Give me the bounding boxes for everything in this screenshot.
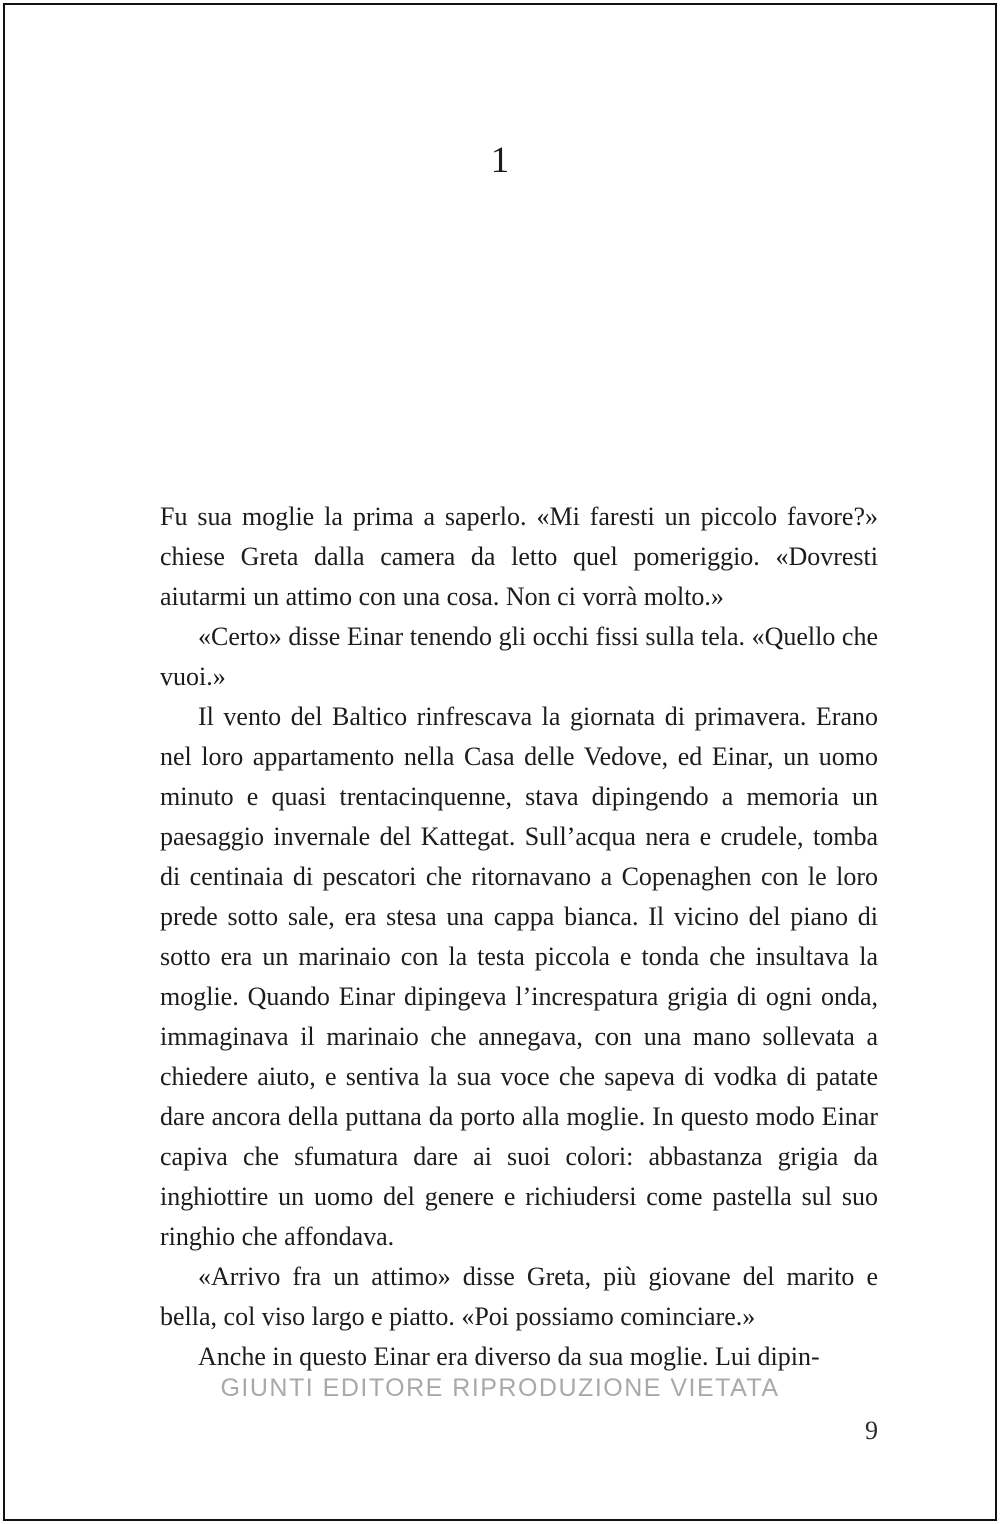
publisher-watermark: GIUNTI EDITORE RIPRODUZIONE VIETATA [220,1374,780,1402]
page-number: 9 [865,1416,878,1445]
page-body [160,497,878,1377]
paragraph-5: Anche in questo Einar era diverso da sua moglie. Lui dipin- [198,1342,820,1371]
paragraph-3: Il vento del Baltico rinfrescava la giornata di primavera. Erano nel loro appartamento nella Casa delle Vedove, ed Einar, un uomo minuto e quasi trentacinquenne, stava dipingendo a memoria un paesaggio invernale del Kattegat. Sull’acqua nera e crudele, tomba di centinaia di pescatori che ritornavano a Copenaghen con le loro prede sotto sale, era stesa una cappa bianca. Il vicino del piano di sotto era un marinaio con la testa piccola e tonda che insultava la moglie. Quando Einar dipingeva l’increspatura grigia di ogni onda, immaginava il marinaio che annegava, con una mano sollevata a chiedere aiuto, e sentiva la sua voce che sapeva di vodka di patate dare ancora della puttana da porto alla moglie. In questo modo Einar capiva che sfumatura dare ai suoi colori: abbastanza grigia da inghiottire un uomo del genere e richiudersi come pastella sul suo ringhio che affondava. [160,702,878,1251]
chapter-number: 1 [490,140,510,181]
paragraph-1: Fu sua moglie la prima a saperlo. «Mi faresti un piccolo favore?» chiese Greta dalla camera da letto quel pomeriggio. «Dovresti aiutarmi un attimo con una cosa. Non ci vorrà molto.» [160,502,878,611]
paragraph-4: «Arrivo fra un attimo» disse Greta, più giovane del marito e bella, col viso largo e piatto. «Poi possiamo cominciare.» [160,1262,878,1331]
paragraph-2: «Certo» disse Einar tenendo gli occhi fissi sulla tela. «Quello che vuoi.» [160,622,878,691]
